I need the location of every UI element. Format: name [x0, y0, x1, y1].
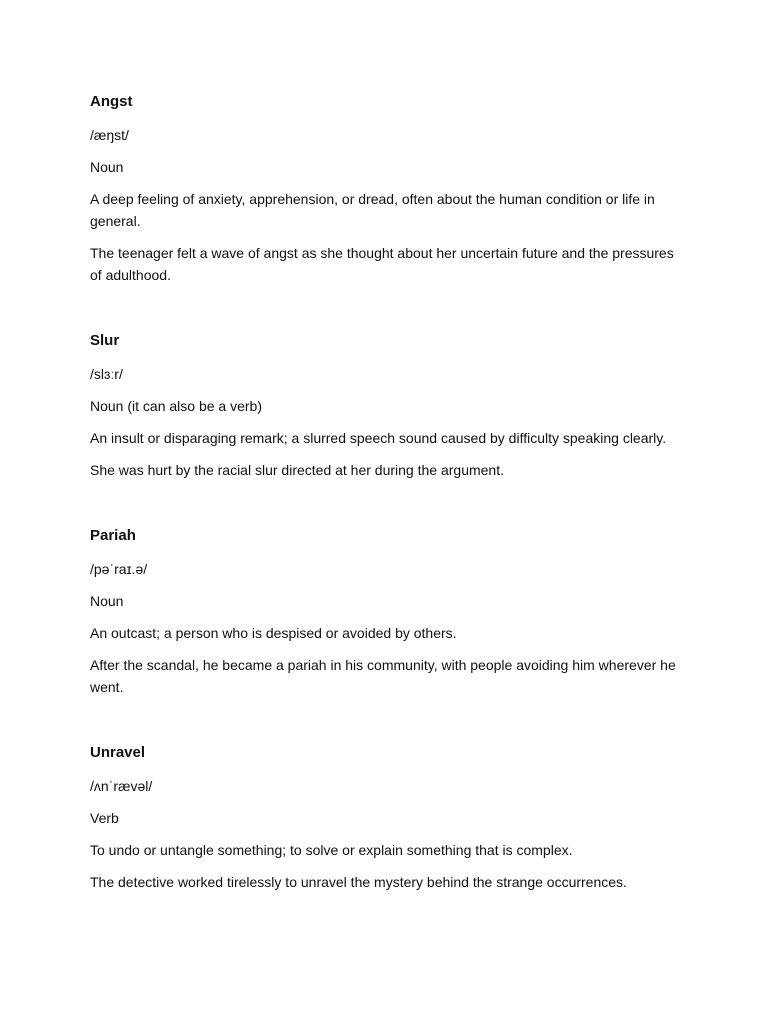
entry-term: Angst	[90, 93, 133, 110]
entry-term: Slur	[90, 332, 120, 349]
entry-part-of-speech: Noun (it can also be a verb)	[90, 398, 262, 414]
entry-part-of-speech: Noun	[90, 159, 124, 175]
entry-example: The teenager felt a wave of angst as she thought about her uncertain future and the pressures of adulthood.	[90, 245, 674, 283]
entry-definition: A deep feeling of anxiety, apprehension, or dread, often about the human condition or life in general.	[90, 191, 655, 229]
entry-definition: An insult or disparaging remark; a slurred speech sound caused by difficulty speaking clearly.	[90, 430, 667, 446]
entry-pariah	[90, 526, 678, 698]
entry-part-of-speech: Noun	[90, 593, 124, 609]
entry-pronunciation: /slɜːr/	[90, 366, 123, 382]
entry-slur	[90, 331, 678, 481]
entry-part-of-speech: Verb	[90, 810, 119, 826]
entry-term: Unravel	[90, 744, 146, 761]
entry-definition: To undo or untangle something; to solve or explain something that is complex.	[90, 842, 573, 858]
entry-term: Pariah	[90, 527, 136, 544]
entry-pronunciation: /ʌnˈrævəl/	[90, 778, 153, 794]
entry-definition: An outcast; a person who is despised or avoided by others.	[90, 625, 457, 641]
entry-pronunciation: /pəˈraɪ.ə/	[90, 561, 148, 577]
entry-example: She was hurt by the racial slur directed at her during the argument.	[90, 462, 504, 478]
entry-unravel	[90, 743, 678, 893]
entry-example: The detective worked tirelessly to unravel the mystery behind the strange occurrences.	[90, 874, 627, 890]
entry-example: After the scandal, he became a pariah in his community, with people avoiding him wherever he went.	[90, 657, 676, 695]
entry-angst	[90, 92, 678, 286]
entry-pronunciation: /æŋst/	[90, 127, 129, 143]
